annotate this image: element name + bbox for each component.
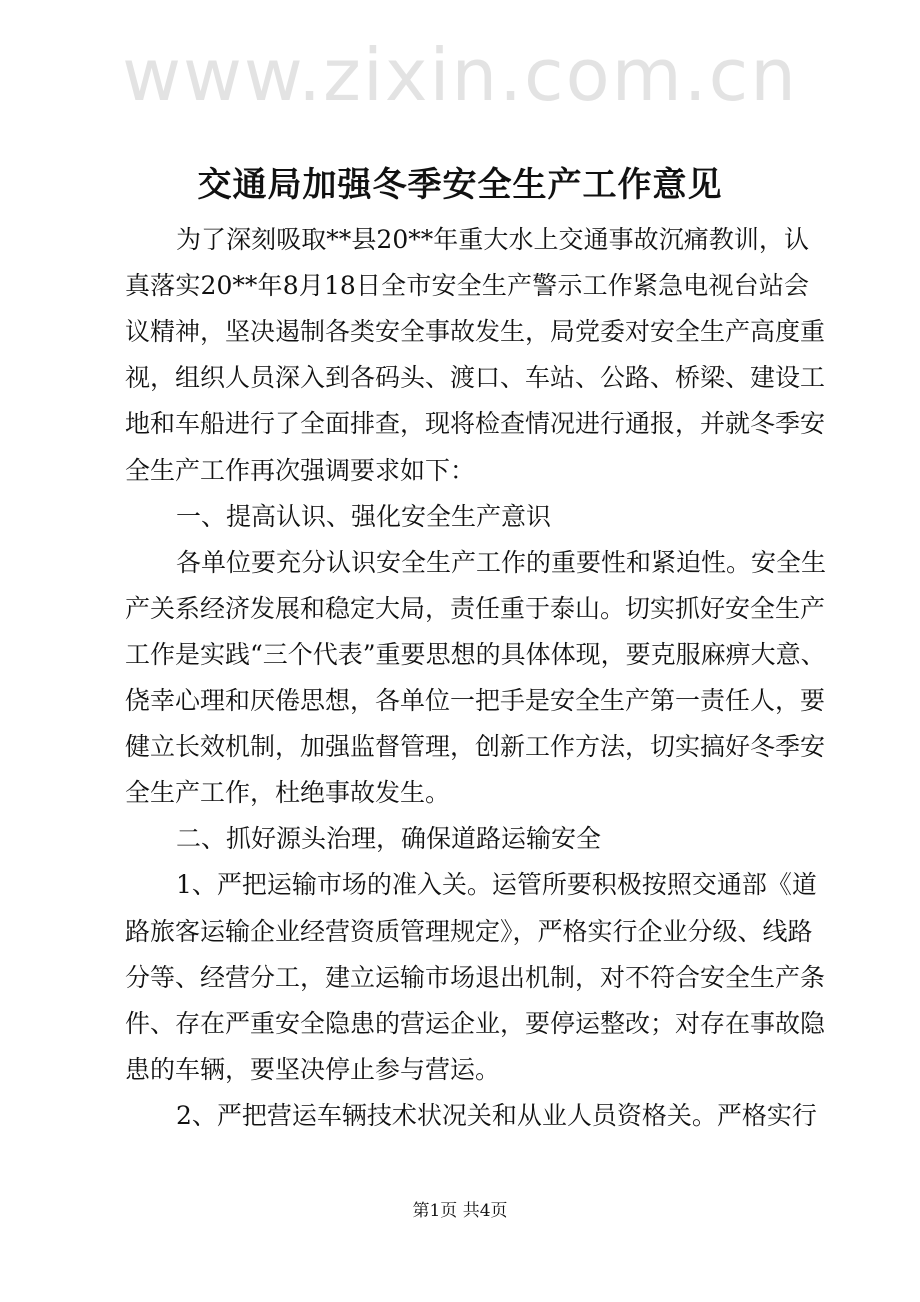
document-title: 交通局加强冬季安全生产工作意见 bbox=[197, 165, 723, 205]
paragraph-2-line-0: 各单位要充分认识安全生产工作的重要性和紧迫性。安全生 bbox=[176, 547, 827, 577]
paragraph-0-line-1: 真落实20**年8月18日全市安全生产警示工作紧急电视台站会 bbox=[125, 271, 809, 301]
paragraph-4-line-4: 患的车辆，要坚决停止参与营运。 bbox=[125, 1054, 501, 1084]
paragraph-4-line-0: 1、严把运输市场的准入关。运管所要积极按照交通部《道 bbox=[176, 870, 817, 900]
paragraph-4-line-1: 路旅客运输企业经营资质管理规定》，严格实行企业分级、线路 bbox=[125, 916, 813, 946]
paragraph-3-line-0: 二、抓好源头治理，确保道路运输安全 bbox=[176, 824, 602, 854]
paragraph-2-line-4: 健立长效机制，加强监督管理，创新工作方法，切实搞好冬季安 bbox=[125, 732, 826, 762]
paragraph-2-line-2: 工作是实践“三个代表”重要思想的具体体现，要克服麻痹大意、 bbox=[125, 639, 826, 669]
paragraph-0-line-0: 为了深刻吸取**县20**年重大水上交通事故沉痛教训，认 bbox=[176, 225, 809, 254]
paragraph-1-line-0: 一、提高认识、强化安全生产意识 bbox=[176, 501, 552, 531]
paragraph-0-line-2: 议精神，坚决遏制各类安全事故发生，局党委对安全生产高度重 bbox=[125, 317, 826, 347]
paragraph-5-line-0: 2、严把营运车辆技术状况关和从业人员资格关。严格实行 bbox=[176, 1100, 817, 1130]
paragraph-0-line-3: 视，组织人员深入到各码头、渡口、车站、公路、桥梁、建设工 bbox=[125, 363, 826, 393]
page-footer: 第1页 共4页 bbox=[412, 1201, 508, 1221]
paragraph-0-line-4: 地和车船进行了全面排查，现将检查情况进行通报，并就冬季安 bbox=[125, 409, 826, 439]
paragraph-2-line-5: 全生产工作，杜绝事故发生。 bbox=[125, 778, 451, 808]
watermark: www.zixin.com.cn bbox=[122, 33, 798, 117]
paragraph-2-line-1: 产关系经济发展和稳定大局，责任重于泰山。切实抓好安全生产 bbox=[125, 593, 826, 623]
paragraph-2-line-3: 侥幸心理和厌倦思想，各单位一把手是安全生产第一责任人，要 bbox=[125, 686, 826, 715]
paragraph-0-line-5: 全生产工作再次强调要求如下： bbox=[125, 455, 476, 485]
paragraph-4-line-3: 件、存在严重安全隐患的营运企业，要停运整改；对存在事故隐 bbox=[125, 1008, 826, 1038]
paragraph-4-line-2: 分等、经营分工，建立运输市场退出机制，对不符合安全生产条 bbox=[125, 962, 826, 992]
